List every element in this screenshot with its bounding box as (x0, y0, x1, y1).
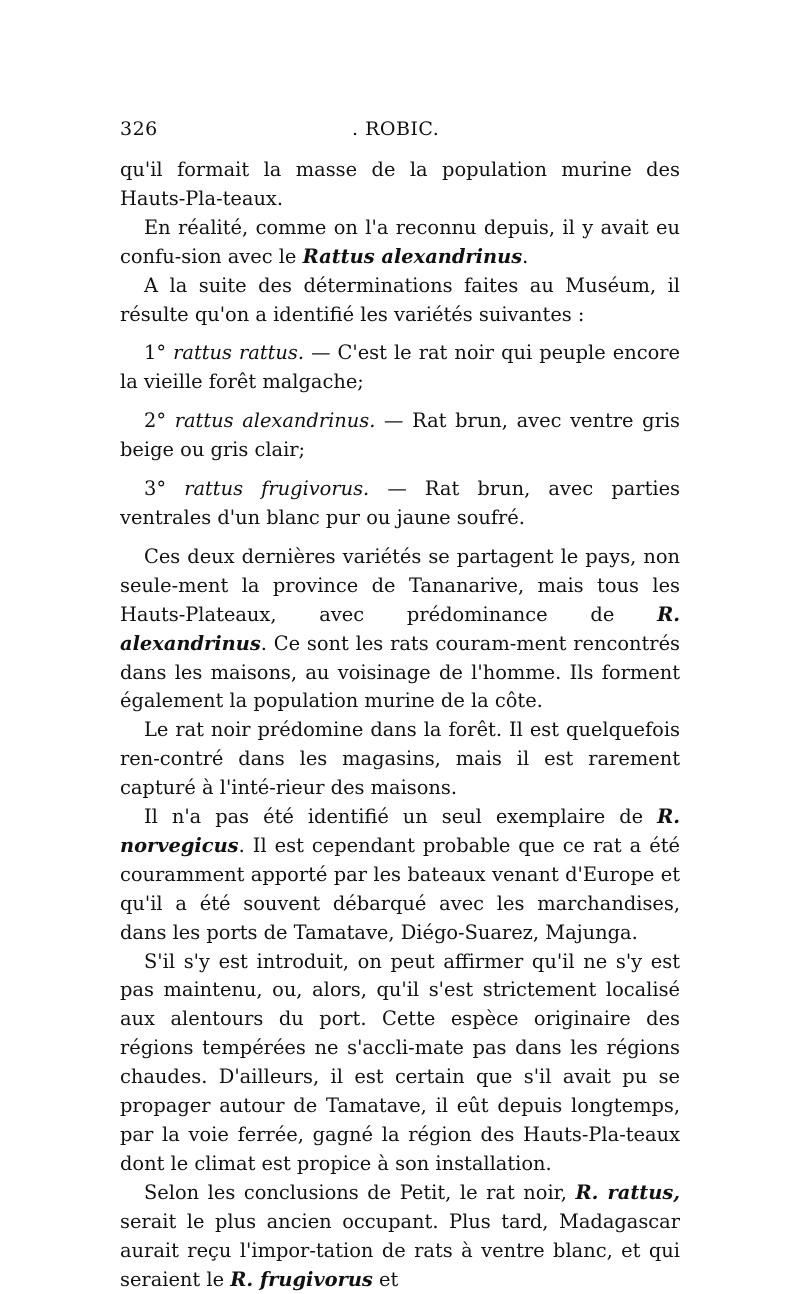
variety-name: rattus frugivorus. (184, 477, 370, 501)
variety-name: rattus alexandrinus. (174, 409, 376, 433)
list-number: 1° (144, 341, 167, 365)
list-number: 3° (144, 477, 167, 501)
paragraph-4: Ces deux dernières variétés se partagent le pays, non seule-ment la province de Tananarive, mais tous les Hauts-Plateaux, avec prédominance de R. alexandrinus. Ce sont les rats couram-ment rencontrés dans les maisons, au voisinage de l'homme. Ils forment également la population murine de la côte. (120, 544, 680, 713)
page-header (120, 118, 680, 146)
list-item-3: 3° rattus frugivorus. — Rat brun, avec parties ventrales d'un blanc pur ou jaune soufré. (120, 477, 680, 529)
paragraph-6: Il n'a pas été identifié un seul exemplaire de R. norvegicus. Il est cependant probable que ce rat a été couramment apporté par les bateaux venant d'Europe et qu'il a été souvent débarqué avec les marchandises, dans les ports de Tamatave, Diégo-Suarez, Majunga. (120, 805, 680, 944)
list-item-1: 1° rattus rattus. — C'est le rat noir qui peuple encore la vieille forêt malgache; (120, 341, 680, 394)
paragraph-5: Le rat noir prédomine dans la forêt. Il est quelquefois ren-contré dans les magasins, mais il est rarement capturé à l'inté-rieur des maisons. (120, 718, 680, 800)
paragraph-2: En réalité, comme on l'a reconnu depuis, il y avait eu confu-sion avec le Rattus alexandrinus. (120, 215, 680, 268)
species-name: R. rattus, (575, 1180, 681, 1204)
variety-name: rattus rattus. (173, 341, 305, 365)
paragraph-8: Selon les conclusions de Petit, le rat noir, R. rattus, serait le plus ancien occupant. Plus tard, Madagascar aurait reçu l'impor-tation de rats à ventre blanc, et qui seraient le R. frugivorus et (120, 1180, 681, 1291)
paragraph-7: S'il s'y est introduit, on peut affirmer qu'il ne s'y est pas maintenu, ou, alors, qu'il s'est strictement localisé aux alentours du port. Cette espèce originaire des régions tempérées ne s'accli-mate pas dans les régions chaudes. D'ailleurs, il est certain que s'il avait pu se propager autour de Tamatave, il eût depuis longtemps, par la voie ferrée, gagné la région des Hauts-Pla-teaux dont le climat est propice à son installation. (120, 949, 680, 1175)
list-number: 2° (144, 409, 167, 433)
species-name: Rattus alexandrinus (302, 244, 523, 268)
species-name: R. frugivorus (230, 1267, 373, 1291)
list-item-2: 2° rattus alexandrinus. — Rat brun, avec ventre gris beige ou gris clair; (120, 409, 681, 462)
species-name: R. alexandrinus (120, 602, 680, 655)
species-name: R. norvegicus (120, 805, 680, 857)
body-text (120, 156, 680, 1294)
page-number: 326 (120, 118, 158, 140)
running-head: . ROBIC. (352, 118, 440, 140)
paragraph-1: qu'il formait la masse de la population murine des Hauts-Pla-teaux. (120, 158, 680, 210)
paragraph-3: A la suite des déterminations faites au Muséum, il résulte qu'on a identifié les variétés suivantes : (120, 273, 680, 326)
